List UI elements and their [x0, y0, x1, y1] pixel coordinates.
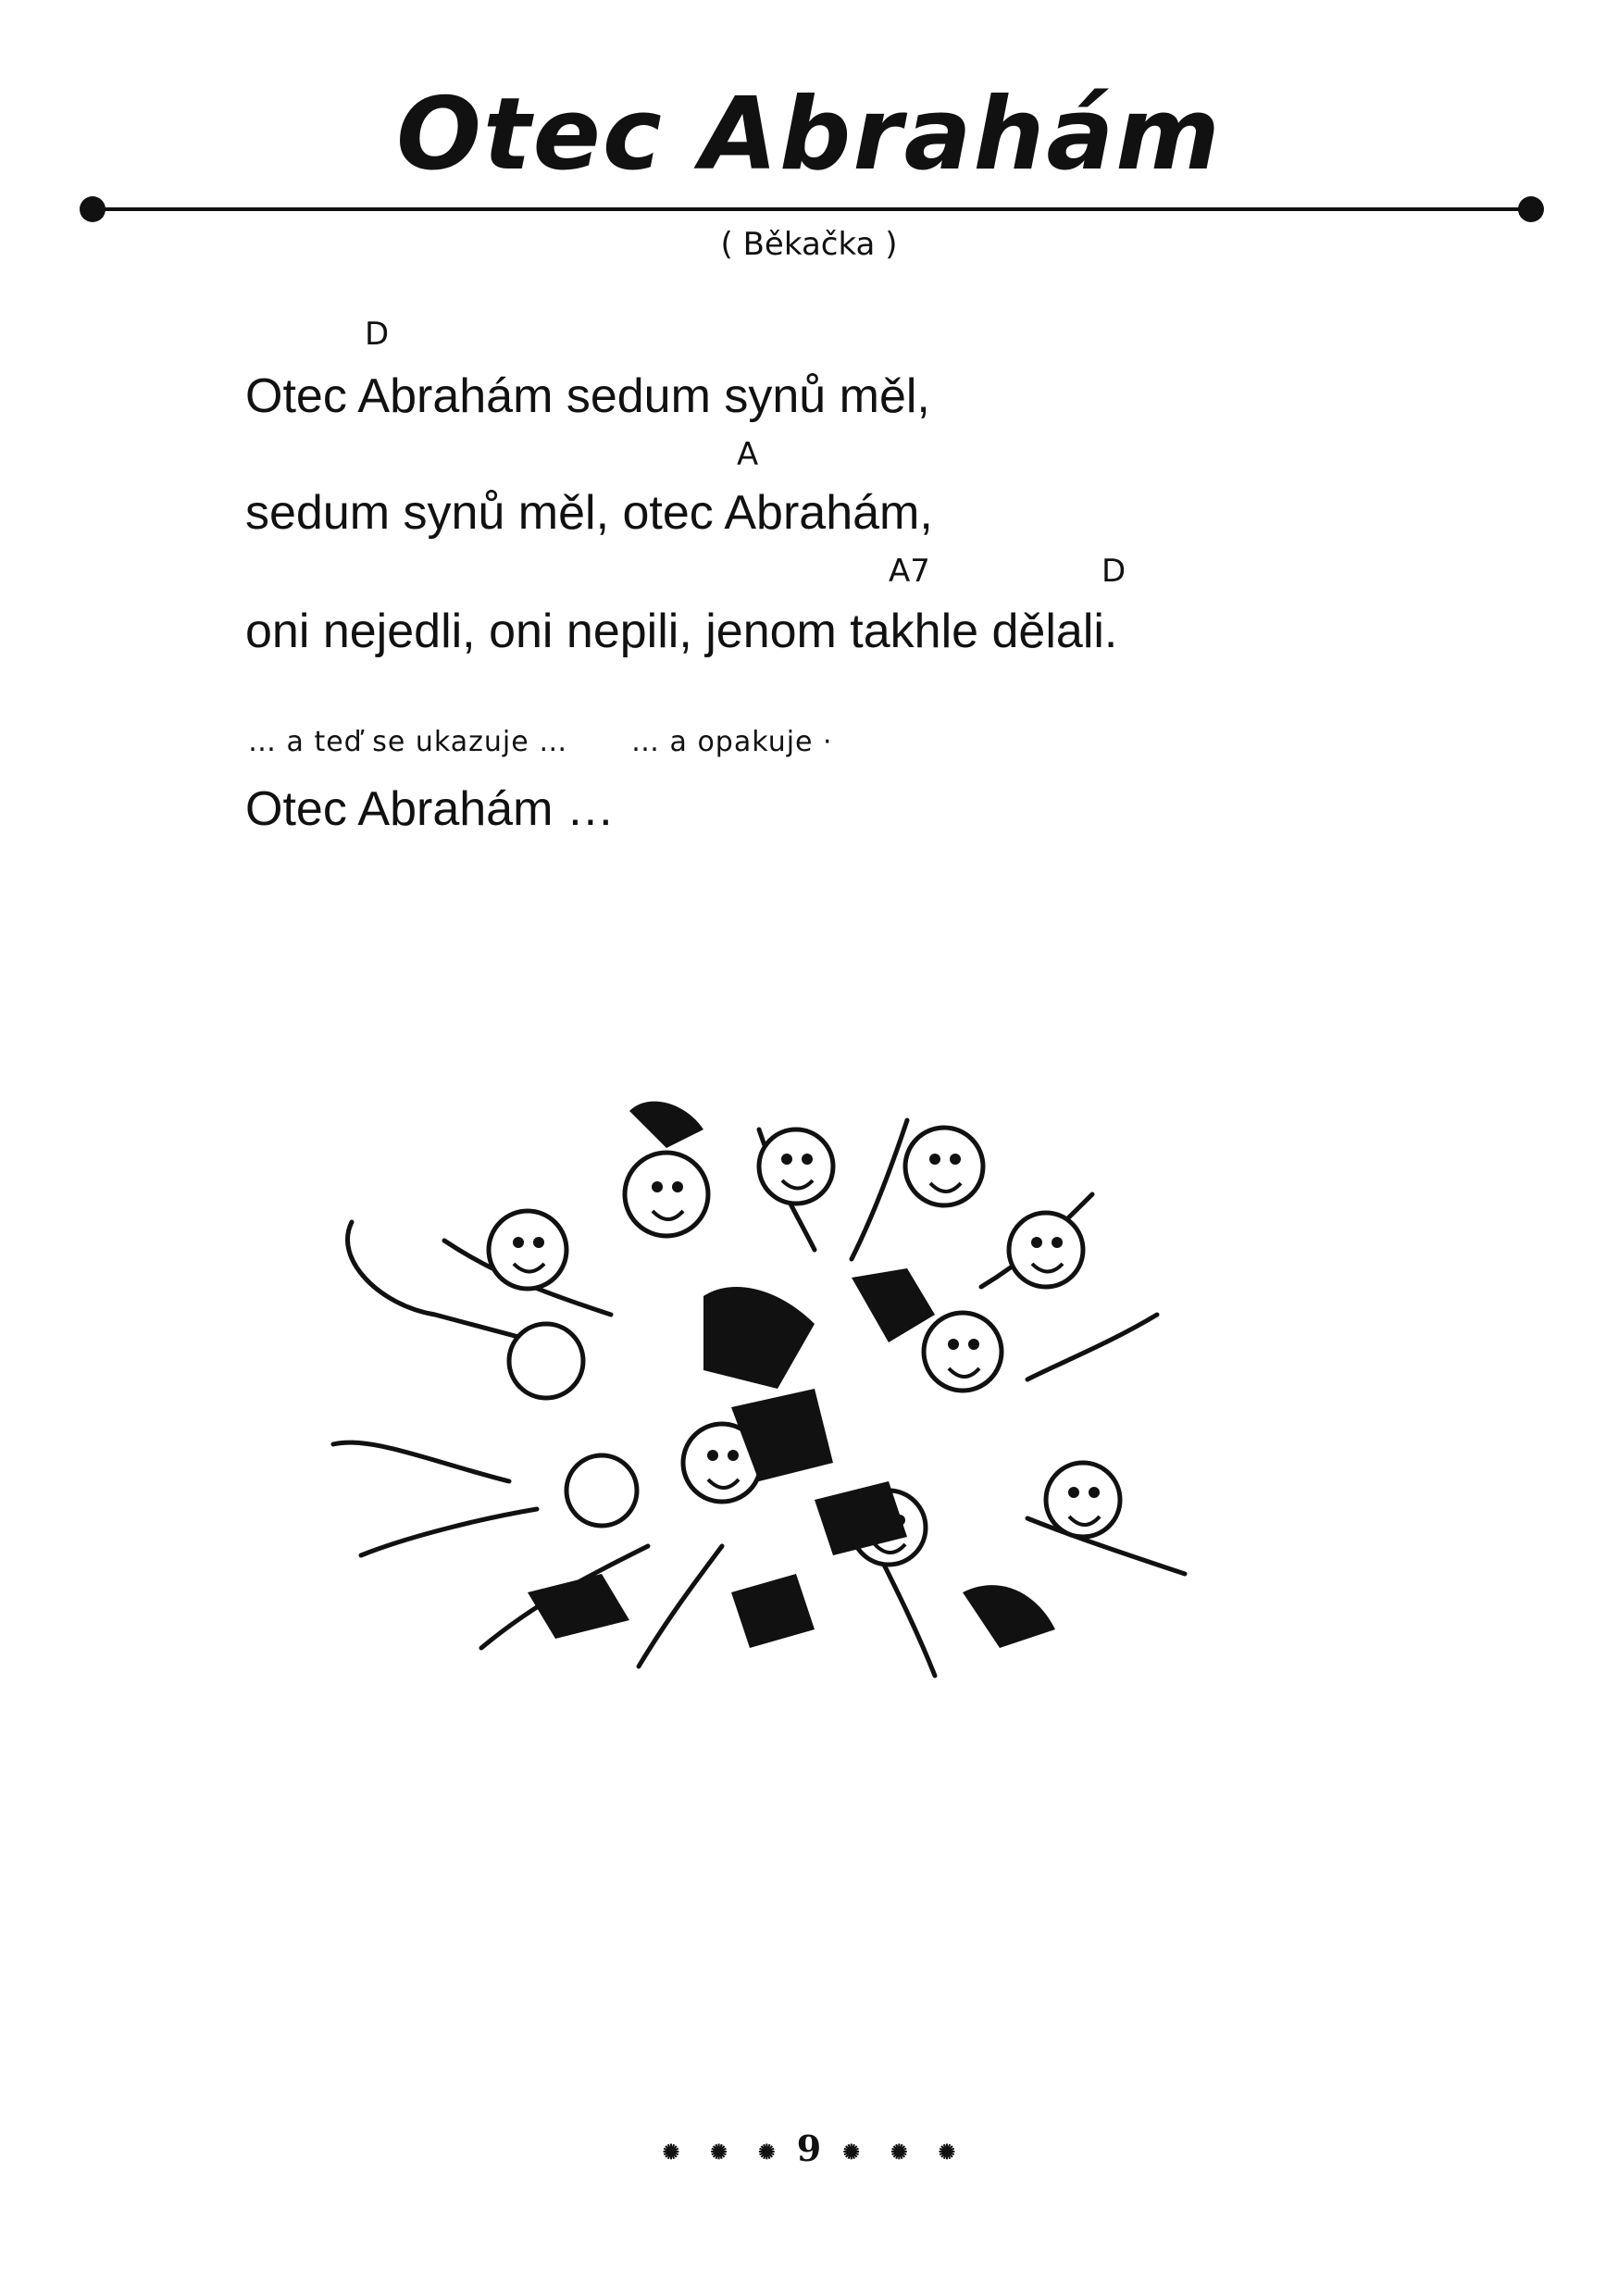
- chord: D: [1101, 553, 1126, 590]
- page-footer: [0, 2128, 1618, 2169]
- sun-ornament-icon: ✺: [662, 2140, 680, 2165]
- repeat-line: Otec Abrahám …: [245, 782, 615, 836]
- song-title: Otec Abrahám: [396, 77, 1222, 193]
- page-number: 9: [796, 2128, 822, 2169]
- lyric-line: oni nejedli, oni nepili, jenom takhle dělali.: [245, 605, 1118, 658]
- rule-end-dot-right: [1518, 196, 1544, 222]
- chord: A7: [889, 553, 930, 590]
- song-subtitle: ( Běkačka ): [720, 226, 898, 263]
- rule-end-dot-left: [80, 196, 106, 222]
- sun-ornament-icon: ✺: [758, 2140, 776, 2165]
- sun-ornament-icon: ✺: [842, 2140, 860, 2165]
- lyric-line: sedum synů měl, otec Abrahám,: [245, 486, 933, 540]
- chord: A: [737, 436, 759, 473]
- performance-note: … a opakuje ·: [631, 726, 833, 758]
- group-dancing-illustration: [296, 1074, 1240, 1722]
- sun-ornament-icon: ✺: [710, 2140, 728, 2165]
- performance-note: … a teď se ukazuje …: [248, 726, 568, 758]
- chord: D: [365, 316, 390, 353]
- sun-ornament-icon: ✺: [890, 2140, 908, 2165]
- lyric-line: Otec Abrahám sedum synů měl,: [245, 369, 930, 423]
- title-rule: [93, 207, 1542, 211]
- sun-ornament-icon: ✺: [938, 2140, 956, 2165]
